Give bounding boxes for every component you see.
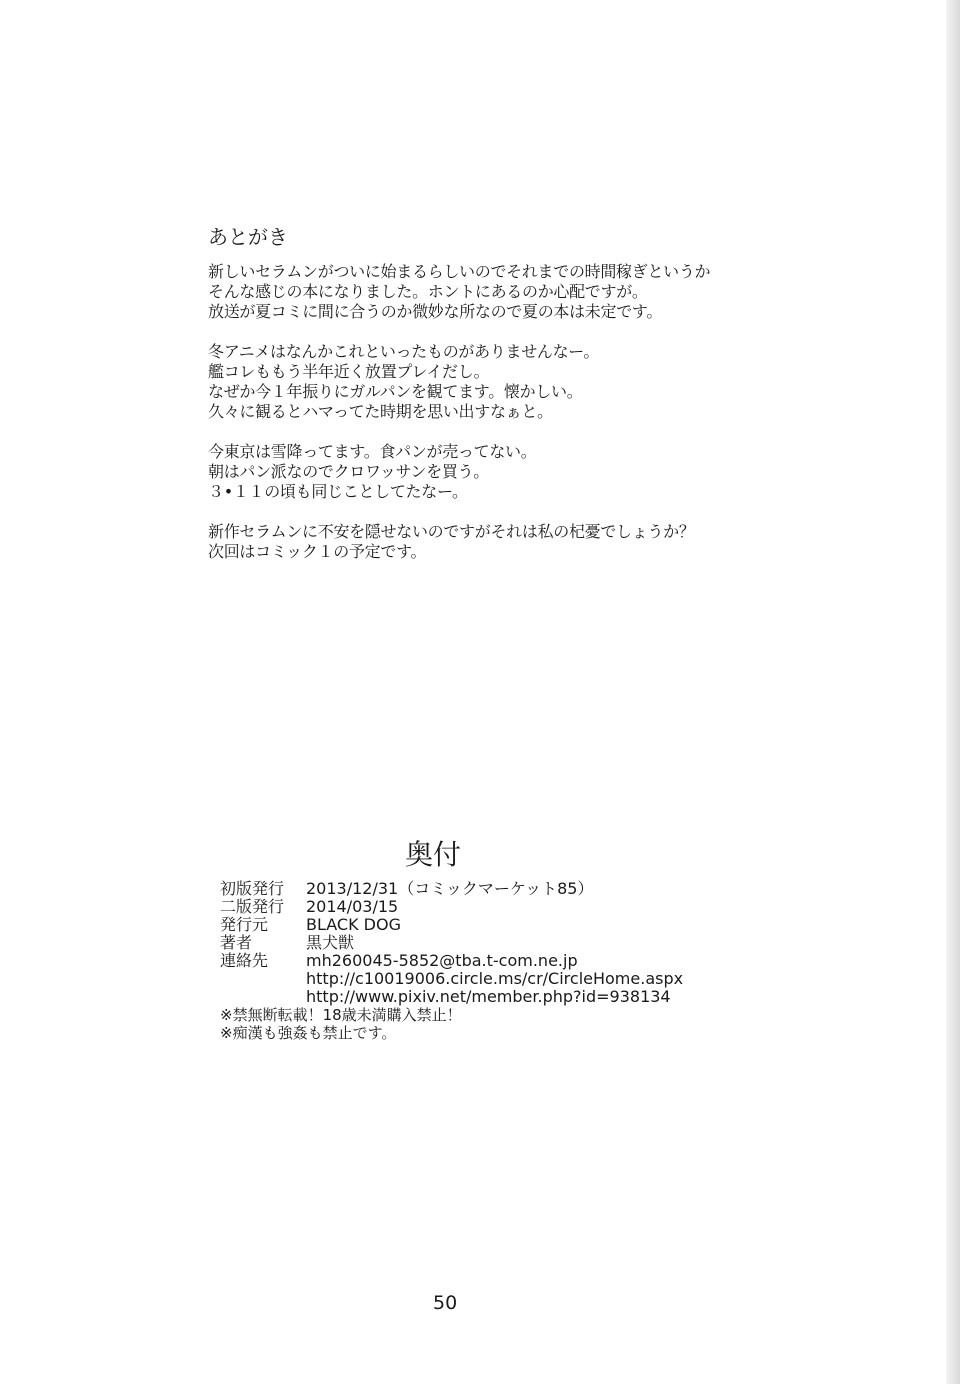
- afterword-line: 次回はコミック１の予定です。: [208, 542, 427, 561]
- note-no-reprint: ※禁無断転載！18歳未満購入禁止！: [220, 1006, 462, 1024]
- colophon-row-second-edition: [220, 898, 760, 916]
- afterword-line: 放送が夏コミに間に合うのか微妙な所なので夏の本は未定です。: [208, 302, 663, 321]
- author-value: 黒犬獣: [306, 933, 355, 952]
- page-number: 50: [433, 1292, 458, 1314]
- author-label: 著者: [220, 933, 253, 952]
- colophon-row-contact: [220, 952, 760, 1006]
- afterword-line: ３•１１の頃も同じことしてたなー。: [208, 482, 468, 501]
- page-edge-shadow: [946, 0, 960, 1384]
- afterword-line: なぜか今１年振りにガルパンを観てます。懐かしい。: [208, 382, 583, 401]
- afterword-paragraph-3: [208, 442, 768, 502]
- afterword-line: 朝はパン派なのでクロワッサンを買う。: [208, 462, 490, 481]
- colophon-title: 奥付: [405, 838, 462, 871]
- afterword-line: 新作セラムンに不安を隠せないのですがそれは私の杞憂でしょうか？: [208, 522, 695, 541]
- afterword-line: 今東京は雪降ってます。食パンが売ってない。: [208, 442, 537, 461]
- publisher-label: 発行元: [220, 915, 269, 934]
- afterword-paragraph-4: [208, 522, 768, 562]
- contact-label: 連絡先: [220, 951, 269, 970]
- first-edition-value: 2013/12/31（コミックマーケット85）: [306, 879, 594, 898]
- contact-values: [306, 952, 683, 1006]
- second-edition-value: 2014/03/15: [306, 897, 399, 916]
- first-edition-label: 初版発行: [220, 879, 285, 898]
- contact-circle-url: http://c10019006.circle.ms/cr/CircleHome.aspx: [306, 969, 684, 988]
- contact-email: mh260045-5852@tba.t-com.ne.jp: [306, 951, 578, 970]
- colophon-notes: [220, 1006, 760, 1042]
- afterword-line: そんな感じの本になりました。ホントにあるのか心配ですが。: [208, 282, 648, 301]
- colophon-row-publisher: [220, 916, 760, 934]
- afterword-line: 冬アニメはなんかこれといったものがありませんなー。: [208, 342, 600, 361]
- colophon-row-author: [220, 934, 760, 952]
- publisher-value: BLACK DOG: [306, 915, 401, 934]
- afterword-line: 艦コレももう半年近く放置プレイだし。: [208, 362, 490, 381]
- colophon-table: [220, 880, 760, 1042]
- afterword-paragraph-2: [208, 342, 768, 422]
- contact-pixiv-url: http://www.pixiv.net/member.php?id=938134: [306, 987, 671, 1006]
- second-edition-label: 二版発行: [220, 897, 285, 916]
- colophon-row-first-edition: [220, 880, 760, 898]
- afterword-line: 新しいセラムンがついに始まるらしいのでそれまでの時間稼ぎというか: [208, 262, 711, 281]
- afterword-line: 久々に観るとハマってた時期を思い出すなぁと。: [208, 402, 553, 421]
- afterword-body: [208, 262, 768, 582]
- afterword-paragraph-1: [208, 262, 768, 322]
- note-prohibited: ※痴漢も強姦も禁止です。: [220, 1024, 397, 1042]
- afterword-heading: あとがき: [208, 225, 288, 249]
